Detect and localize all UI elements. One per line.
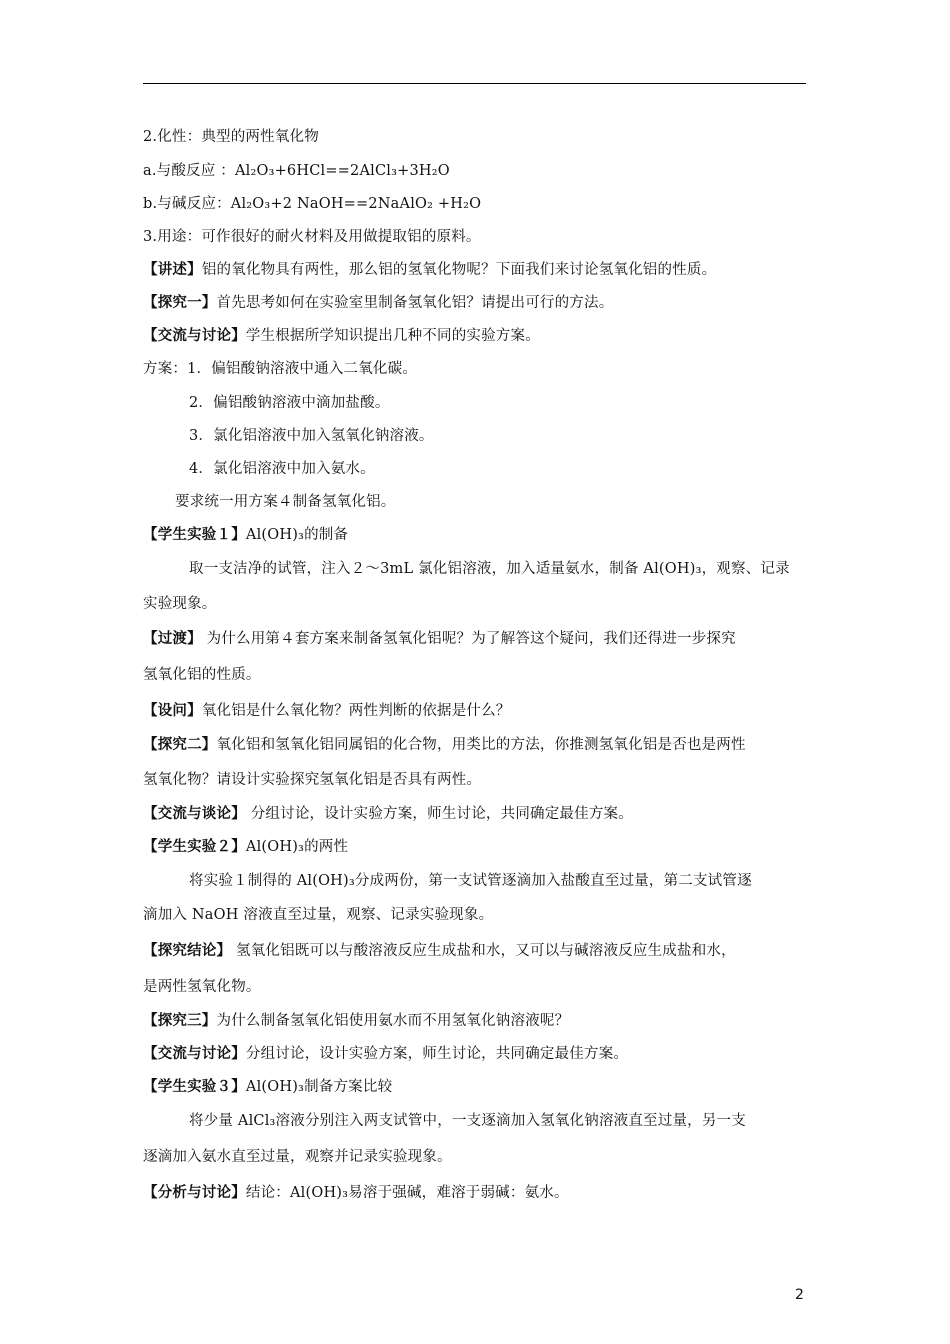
line-text: b.与碱反应：Al₂O₃+2 NaOH==2NaAlO₂ +H₂O bbox=[143, 196, 482, 212]
text-line bbox=[143, 1043, 808, 1065]
text-line bbox=[143, 524, 808, 546]
line-text: Al(OH)₃的制备 bbox=[245, 527, 349, 543]
section-tag: 【交流与讨论】 bbox=[143, 1046, 246, 1062]
text-line bbox=[143, 593, 808, 615]
text-line bbox=[143, 126, 808, 148]
text-line bbox=[189, 1110, 854, 1132]
text-line bbox=[143, 836, 808, 858]
line-text: 3．氯化铝溶液中加入氢氧化钠溶液。 bbox=[189, 428, 434, 444]
text-line bbox=[189, 558, 854, 580]
line-text: 分组讨论，设计实验方案，师生讨论，共同确定最佳方案。 bbox=[245, 806, 633, 822]
line-text: 氢氧化铝既可以与酸溶液反应生成盐和水，又可以与碱溶液反应生成盐和水， bbox=[231, 943, 736, 959]
section-tag: 【交流与谈论】 bbox=[143, 806, 246, 822]
section-tag: 【交流与讨论】 bbox=[143, 328, 246, 344]
text-line bbox=[143, 193, 808, 215]
text-line bbox=[143, 1182, 808, 1204]
line-text: 2．偏铝酸钠溶液中滴加盐酸。 bbox=[189, 395, 390, 411]
line-text: 是两性氢氧化物。 bbox=[143, 979, 261, 995]
line-text: Al(OH)₃制备方案比较 bbox=[245, 1079, 393, 1095]
section-tag: 【学生实验３】 bbox=[143, 1079, 246, 1095]
line-text: 为什么制备氢氧化铝使用氨水而不用氢氧化钠溶液呢？ bbox=[216, 1013, 570, 1029]
section-tag: 【设问】 bbox=[143, 703, 202, 719]
text-line bbox=[143, 1010, 808, 1032]
text-line bbox=[189, 458, 854, 480]
text-line bbox=[143, 1076, 808, 1098]
text-line bbox=[143, 700, 808, 722]
text-line bbox=[189, 425, 854, 447]
text-line bbox=[143, 259, 808, 281]
section-tag: 【探究三】 bbox=[143, 1013, 217, 1029]
text-line bbox=[143, 904, 808, 926]
text-line bbox=[143, 325, 808, 347]
text-line bbox=[143, 1146, 808, 1168]
line-text: 将少量 AlCl₃溶液分别注入两支试管中，一支逐滴加入氢氧化钠溶液直至过量，另一支 bbox=[189, 1113, 746, 1129]
line-text: 方案：1．偏铝酸钠溶液中通入二氧化碳。 bbox=[143, 361, 418, 377]
section-tag: 【探究一】 bbox=[143, 295, 217, 311]
line-text: 滴加入 NaOH 溶液直至过量，观察、记录实验现象。 bbox=[143, 907, 494, 923]
section-tag: 【分析与讨论】 bbox=[143, 1185, 246, 1201]
text-line bbox=[143, 292, 808, 314]
text-line bbox=[143, 976, 808, 998]
line-text: 3.用途：可作很好的耐火材料及用做提取铝的原料。 bbox=[143, 229, 481, 245]
page-number: 2 bbox=[795, 1287, 804, 1303]
text-line bbox=[143, 358, 808, 380]
section-tag: 【过渡】 bbox=[143, 631, 202, 647]
text-line bbox=[143, 940, 808, 962]
line-text: 分组讨论，设计实验方案，师生讨论，共同确定最佳方案。 bbox=[245, 1046, 629, 1062]
text-line bbox=[143, 769, 808, 791]
line-text: 结论：Al(OH)₃易溶于强碱，难溶于弱碱：氨水。 bbox=[245, 1185, 569, 1201]
section-tag: 【探究二】 bbox=[143, 737, 217, 753]
line-text: 要求统一用方案４制备氢氧化铝。 bbox=[175, 494, 396, 510]
text-line bbox=[143, 664, 808, 686]
line-text: 4．氯化铝溶液中加入氨水。 bbox=[189, 461, 375, 477]
text-line bbox=[175, 491, 840, 513]
line-text: 氢氧化物？请设计实验探究氢氧化铝是否具有两性。 bbox=[143, 772, 482, 788]
section-tag: 【探究结论】 bbox=[143, 943, 232, 959]
line-text: a.与酸反应 ：Al₂O₃+6HCl==2AlCl₃+3H₂O bbox=[143, 163, 450, 179]
section-tag: 【学生实验２】 bbox=[143, 839, 246, 855]
text-line bbox=[189, 870, 854, 892]
text-line bbox=[143, 734, 808, 756]
line-text: 首先思考如何在实验室里制备氢氧化铝？请提出可行的方法。 bbox=[216, 295, 614, 311]
line-text: 氧化铝和氢氧化铝同属铝的化合物，用类比的方法，你推测氢氧化铝是否也是两性 bbox=[216, 737, 746, 753]
line-text: Al(OH)₃的两性 bbox=[245, 839, 349, 855]
line-text: 氢氧化铝的性质。 bbox=[143, 667, 261, 683]
line-text: 为什么用第４套方案来制备氢氧化铝呢？为了解答这个疑问，我们还得进一步探究 bbox=[201, 631, 736, 647]
line-text: 逐滴加入氨水直至过量，观察并记录实验现象。 bbox=[143, 1149, 452, 1165]
text-line bbox=[189, 392, 854, 414]
line-text: 取一支洁净的试管，注入２～3mL 氯化铝溶液，加入适量氨水，制备 Al(OH)₃，观察、记录 bbox=[189, 561, 790, 577]
text-line bbox=[143, 226, 808, 248]
text-line bbox=[143, 628, 808, 650]
text-line bbox=[143, 160, 808, 182]
line-text: 铝的氧化物具有两性，那么铝的氢氧化物呢？下面我们来讨论氢氧化铝的性质。 bbox=[201, 262, 717, 278]
line-text: 氧化铝是什么氧化物？两性判断的依据是什么？ bbox=[201, 703, 511, 719]
line-text: 实验现象。 bbox=[143, 596, 217, 612]
section-tag: 【讲述】 bbox=[143, 262, 202, 278]
line-text: 学生根据所学知识提出几种不同的实验方案。 bbox=[245, 328, 540, 344]
text-line bbox=[143, 803, 808, 825]
line-text: 2.化性：典型的两性氧化物 bbox=[143, 129, 319, 145]
line-text: 将实验１制得的 Al(OH)₃分成两份，第一支试管逐滴加入盐酸直至过量，第二支试管逐 bbox=[189, 873, 752, 889]
section-tag: 【学生实验１】 bbox=[143, 527, 246, 543]
